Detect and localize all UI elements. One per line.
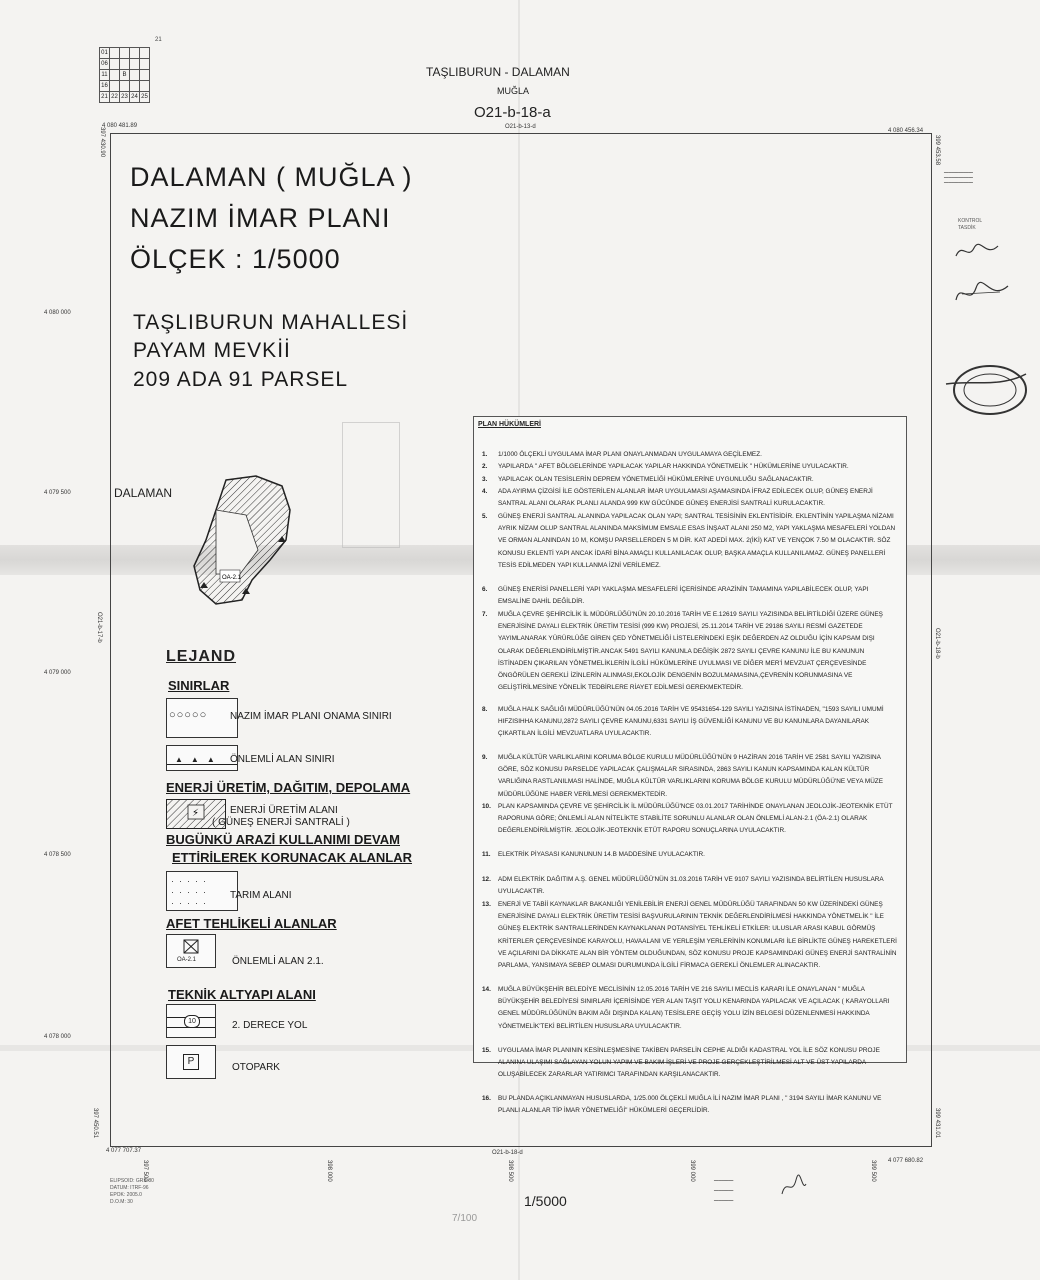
plan-provision-text: ENERJİ VE TABİİ KAYNAKLAR BAKANLIĞI YENİLEBİLİR ENERJİ GENEL MÜDÜRLÜĞÜ TARAFINDAN 50 KW ÜZERİNDEKİ GÜNEŞ ENERJİSİNE DAYALI ELEKTRİK ÜRETİM TESİSİ BAŞVURULARININ TEKNİK DEĞERLENDİRİLMESİ HAKKINDA YÖNETMELİK " İLE GÜNEŞ ELEKTRİK SANTRALLERİNDEN KAYNAKLANAN POTANSİYEL TEHLİKELİ ETKİLER: ULUSLAR ARASI KABUL GÖRMÜŞ KRİTERLER ÇERÇEVESİNDE KARAYOLU, HAVAALANI VE YERLEŞİM YERLERİNİN KONUMLARI İLE BİRLİKTE GÜNEŞ HAREKETLERİ VE AÇILARINI DA DİKKATE ALAN BİR YÖNTEM OLDUĞUNDAN, SÖZ KONUSU PROJE KAPSAMINDAKİ GÜNEŞ ENERJİ SANTRALİNİN PARLAMA, YANSIMAYA SEBEP OLMASI DURUMUNDA İLGİLİ FİRMACA GEREKLİ ÖNLEMLER ALINACAKTIR. bbox=[498, 901, 897, 970]
legend-symbol-approval-border: ○○○○○ bbox=[166, 698, 238, 738]
legend-road-code: 10 bbox=[184, 1015, 200, 1028]
grid-row bbox=[100, 48, 150, 59]
plan-provision-item bbox=[482, 449, 898, 461]
grid-cell: B bbox=[120, 70, 130, 81]
plan-provision-item bbox=[482, 461, 898, 473]
plan-title-line: NAZIM İMAR PLANI bbox=[130, 203, 391, 233]
plan-provision-item bbox=[482, 486, 898, 510]
plan-provision-text: GÜNEŞ ENERİSİ PANELLERİ YAPI YAKLAŞMA MESAFELERİ İÇERİSİNDE ARAZİNİN TAMAMINA YAPILABİLECEK OLUP, YAPI EMSALİNE DAHİL DEĞİLDİR. bbox=[498, 586, 869, 606]
plan-provision-item bbox=[482, 849, 898, 861]
plan-provision-number: 15. bbox=[482, 1047, 491, 1054]
coord-x: 397 430.90 bbox=[99, 127, 105, 158]
grid-cell: 24 bbox=[130, 92, 140, 103]
grid-cell bbox=[110, 59, 120, 70]
signature bbox=[952, 276, 1012, 312]
plan-provision-number: 7. bbox=[482, 611, 488, 618]
plan-provision-item bbox=[482, 1045, 898, 1082]
coord-bottom-x: 397 500 bbox=[142, 1160, 148, 1182]
coord-right-x: 399 431.01 bbox=[934, 1108, 940, 1139]
grid-cell: 01 bbox=[100, 48, 110, 59]
grid-cell bbox=[120, 59, 130, 70]
lightning-icon: ⚡ bbox=[192, 808, 200, 819]
grid-cell: 23 bbox=[120, 92, 130, 103]
grid-cell bbox=[140, 59, 150, 70]
grid-cell bbox=[140, 81, 150, 92]
plan-provision-text: MUĞLA KÜLTÜR VARLIKLARINI KORUMA BÖLGE KURULU MÜDÜRLÜĞÜ'NÜN 9 HAZİRAN 2016 TARİH VE 2581 SAYILI YAZISINA GÖRE, SÖZ KONUSU PARSELDE YAPILACAK ÇALIŞMALAR SIRASINDA, 2863 SAYILI KANUN KAPSAMINDA KALAN KÜLTÜR VARLIĞINA RASTLANILMASI HALİNDE, MUĞLA KÜLTÜR VARLIKLARINI KORUMA BÖLGE KURULU MÜDÜRLÜĞÜ'NE VEYA MÜZE MÜDÜRLÜĞÜNE HABER VERİLMESİ GEREKMEKTEDİR. bbox=[498, 754, 883, 798]
legend-section-infra: TEKNİK ALTYAPI ALANI bbox=[168, 987, 316, 1002]
plan-title-line: ÖLÇEK : 1/5000 bbox=[130, 244, 341, 274]
signature bbox=[952, 238, 1002, 266]
footer-approval-lines: ━━━━━━━━ ━━━━━━━━ ━━━━━━━━ bbox=[714, 1178, 734, 1203]
grid-cell: 22 bbox=[110, 92, 120, 103]
plan-provision-item bbox=[482, 899, 898, 972]
legend-item-road: 2. DERECE YOL bbox=[232, 1020, 308, 1031]
plan-provision-item bbox=[482, 704, 898, 741]
grid-cell bbox=[110, 81, 120, 92]
plan-location-line: PAYAM MEVKİİ bbox=[133, 339, 291, 362]
coord-bottom-left: 4 077 707.37 bbox=[106, 1148, 142, 1154]
plan-provision-item bbox=[482, 984, 898, 1033]
grid-row bbox=[100, 81, 150, 92]
plan-provision-text: ADA AYIRMA ÇİZGİSİ İLE GÖSTERİLEN ALANLAR İMAR UYGULAMASI AŞAMASINDA İFRAZ EDİLECEK OLUP, GÜNEŞ ENERJİ SANTRAL ALANI OLARAK PLANLI ALANDA 999 KW GÜCÜNDE GÜNEŞ ENERJİSİ SANTRALİ KURULACAKTIR. bbox=[498, 488, 873, 508]
plan-provision-item bbox=[482, 474, 898, 486]
plan-provision-item bbox=[482, 511, 898, 572]
geodetic-info: DATUM: ITRF-96 bbox=[110, 1185, 149, 1191]
legend-item-agriculture: TARIM ALANI bbox=[230, 890, 292, 901]
plan-provision-item bbox=[482, 752, 898, 801]
plan-provisions-panel bbox=[473, 416, 907, 1115]
plan-provision-text: BU PLANDA AÇIKLANMAYAN HUSUSLARDA, 1/25.000 ÖLÇEKLİ MUĞLA İLİ NAZIM İMAR PLANI , " 3194 SAYILI İMAR KANUNU VE PLANLI ALANLAR TİP İMAR YÖNETMELİĞİ" HÜKÜMLERİ GEÇERLİDİR. bbox=[498, 1095, 882, 1115]
legend-item-parking: OTOPARK bbox=[232, 1062, 280, 1073]
plan-provision-number: 8. bbox=[482, 706, 488, 713]
grid-row bbox=[100, 92, 150, 103]
grid-cell bbox=[130, 81, 140, 92]
sheet-index-grid bbox=[99, 37, 162, 117]
plan-title-line: DALAMAN ( MUĞLA ) bbox=[130, 162, 413, 192]
coord-left-y: 4 078 000 bbox=[44, 1034, 71, 1040]
legend-symbol-risk-border: ▲▲▲ bbox=[166, 745, 238, 771]
sheet-top-code: O21-b-13-d bbox=[505, 124, 536, 130]
faded-stamp bbox=[342, 422, 400, 548]
plan-provision-number: 13. bbox=[482, 901, 491, 908]
coord-bottom-x: 399 500 bbox=[870, 1160, 876, 1182]
grid-cell: 06 bbox=[100, 59, 110, 70]
legend-symbol-parking bbox=[166, 1045, 216, 1079]
legend-item-risk-zone: ÖNLEMLİ ALAN 2.1. bbox=[232, 956, 324, 967]
grid-cell bbox=[120, 48, 130, 59]
plan-provision-item bbox=[482, 874, 898, 898]
grid-cell bbox=[120, 81, 130, 92]
legend-parking-code: P bbox=[183, 1054, 199, 1070]
legend-section-borders: SINIRLAR bbox=[168, 678, 230, 693]
grid-cell: 25 bbox=[140, 92, 150, 103]
legend-symbol-agriculture: ····· ····· ····· bbox=[166, 871, 238, 911]
grid-cell bbox=[110, 48, 120, 59]
plan-provision-number: 11. bbox=[482, 851, 491, 858]
grid-cell bbox=[140, 70, 150, 81]
plan-provision-number: 9. bbox=[482, 754, 488, 761]
approval-label-approve: TASDİK bbox=[958, 225, 976, 231]
legend-section-energy: ENERJİ ÜRETİM, DAĞITIM, DEPOLAMA bbox=[166, 780, 411, 795]
grid-cell: 21 bbox=[100, 92, 110, 103]
sheet-right-code: O21-b-18-b bbox=[934, 628, 940, 659]
coord-bottom-x: 398 500 bbox=[507, 1160, 513, 1182]
plan-provision-text: YAPILACAK OLAN TESİSLERİN DEPREM YÖNETMELİĞİ HÜKÜMLERİNE UYGUNLUĞU SAĞLANACAKTIR. bbox=[498, 476, 814, 483]
legend-item-solar-plant: ENERJİ ÜRETİM ALANI bbox=[230, 805, 338, 816]
legend-section-land-use: BUGÜNKÜ ARAZİ KULLANIMI DEVAM bbox=[166, 832, 400, 847]
sheet-code: O21-b-18-a bbox=[474, 104, 551, 121]
plan-provision-text: GÜNEŞ ENERJİ SANTRAL ALANINDA YAPILACAK OLAN YAPI; SANTRAL TESİSİNİN EKLENTİSİDİR. EKLENTİNİN YAPILAŞMA NİZAMI AYRIK NİZAM OLUP SANTRAL ALANINDA MAKSİMUM EMSALE ESAS İNŞAAT ALANI 250 M2, YAPI YAKLAŞMA MESAFELERİ YOLDAN VE ORMAN ALANINDAN 10 M, KOMŞU PARSELLERDEN 5 M DİR. KAT ADEDİ MAX. 2(İKİ) KAT VE YENÇOK 7.50 M OLACAKTIR. SÖZ KONUSU EKLENTİ YAPI ANCAK İDARİ BİNA AMAÇLI KULLANILACAK OLUP, BAŞKA AMAÇLA KULLANILAMAZ. GÜNEŞ PANELLERİ TESİS EDİLMEDEN YAPI KULLANMA İZNİ VERİLEMEZ. bbox=[498, 513, 896, 569]
grid-cell bbox=[140, 48, 150, 59]
official-seal bbox=[940, 360, 1030, 420]
plan-provision-number: 3. bbox=[482, 476, 488, 483]
coord-bottom-right: 4 077 680.82 bbox=[888, 1158, 924, 1164]
plan-provision-number: 2. bbox=[482, 463, 488, 470]
plan-provision-item bbox=[482, 584, 898, 608]
plan-provision-number: 10. bbox=[482, 803, 491, 810]
geodetic-info: D.O.M: 30 bbox=[110, 1199, 133, 1205]
signature bbox=[778, 1174, 808, 1200]
grid-table bbox=[99, 47, 150, 103]
coord-right-x: 399 453.58 bbox=[934, 135, 940, 166]
plan-provision-text: MUĞLA BÜYÜKŞEHİR BELEDİYE MECLİSİNİN 12.05.2016 TARİH VE 216 SAYILI MECLİS KARARI İLE ONAYLANAN " MUĞLA BÜYÜKŞEHİR BELEDİYESİ SINIRLARI İÇERİSİNDE YER ALAN TAŞIT YOLU KENARINDA YAPILACAK VE AÇILACAK ( KARAYOLLARI GENEL MÜDÜRLÜĞÜNÜN BAKIM AĞI DIŞINDA KALAN) TESİSLERE GEÇİŞ YOLU İZİN BELGESİ DÜZENLENMESİ HAKKINDA YÖNETMELİK'TEKİ BELİRTİLEN HUSUSLARA UYULACAKTIR. bbox=[498, 986, 890, 1030]
coord-top-right: 4 080 456.34 bbox=[888, 128, 924, 134]
grid-cell bbox=[130, 48, 140, 59]
approval-label-control: KONTROL bbox=[958, 218, 983, 224]
scale-label: 1/5000 bbox=[524, 1193, 567, 1209]
grid-cell: 11 bbox=[100, 70, 110, 81]
sheet-left-code: O21-b-17-b bbox=[96, 612, 102, 643]
plan-provisions-title: PLAN HÜKÜMLERİ bbox=[478, 421, 541, 428]
key-map-label: DALAMAN bbox=[114, 486, 173, 500]
coord-x: 397 450.51 bbox=[92, 1108, 98, 1139]
legend-item-approval-border: NAZIM İMAR PLANI ONAMA SINIRI bbox=[230, 711, 392, 722]
grid-cell: 16 bbox=[100, 81, 110, 92]
plan-location-line: 209 ADA 91 PARSEL bbox=[133, 368, 349, 391]
coord-bottom-x: 398 000 bbox=[326, 1160, 332, 1182]
plan-provision-text: 1/1000 ÖLÇEKLİ UYGULAMA İMAR PLANI ONAYLANMADAN UYGULAMAYA GEÇİLEMEZ. bbox=[498, 451, 762, 458]
legend-item-risk-border: ÖNLEMLİ ALAN SINIRI bbox=[230, 754, 335, 765]
plan-provision-number: 14. bbox=[482, 986, 491, 993]
geodetic-info: EPOK: 2005.0 bbox=[110, 1192, 142, 1198]
grid-row bbox=[100, 70, 150, 81]
plan-provision-text: MUĞLA ÇEVRE ŞEHİRCİLİK İL MÜDÜRLÜĞÜ'NÜN 20.10.2016 TARİH VE E.12619 SAYILI YAZISINDA BELİRTİLDİĞİ ÜZERE GÜNEŞ ENERJİSİNE DAYALI ELEKTRİK ÜRETİM TESİSİ (999 KW) PROJESİ, 25.11.2014 TARİH VE 29186 SAYILI RESMİ GAZETEDE YAYIMLANARAK YÜRÜRLÜĞE GİREN ÇED YÖNETMELİĞİ LİSTELERİNDEKİ EŞİK DEĞERDEN AZ OLDUĞU İÇİN KAPSAM DIŞI OLARAK DEĞERLENDİRİLMİŞTİR.ANCAK 5491 SAYILI KANUNLA DEĞİŞİK 2872 SAYILI ÇEVRE KANUNU İLE BU KANUNUN İSTİNADEN ÇIKARILAN YÖNETMELİKLERİN İLGİLİ HÜKÜMLERİNE UYULMASI VE DİĞER MER'İ MEVZUAT ÇERÇEVESİNDE ÖNGÖRÜLEN GEREKLİ İZİNLERİN ALINMASI,EKOLOJİK DENGENİN BOZULMAMASINA,ÇEVRENİN KORUNMASINA VE GELİŞTİRİLMESİNE YÖNELİK TEDBİRLERE RİAYET EDİLMESİ GEREKMEKTEDİR. bbox=[498, 611, 883, 692]
grid-cell bbox=[130, 59, 140, 70]
plan-provision-number: 5. bbox=[482, 513, 488, 520]
geodetic-info: ELIPSOID: GRS-80 bbox=[110, 1178, 154, 1184]
plan-provision-text: MUĞLA HALK SAĞLIĞI MÜDÜRLÜĞÜ'NÜN 04.05.2016 TARİH VE 95431654-129 SAYILI YAZISINA İSTİNADEN, "1593 SAYILI UMUMİ HIFZISIHHA KANUNU,2872 SAYILI ÇEVRE KANUNU,6331 SAYILI İŞ GÜVENLİĞİ KANUNU VE BU KANUNLARA DAYANILARAK ÇIKARTILAN İLGİLİ MEVZUATLARA UYULACAKTIR. bbox=[498, 706, 884, 738]
handwritten-note: 7/100 bbox=[452, 1213, 478, 1224]
coord-bottom-x: 399 000 bbox=[689, 1160, 695, 1182]
plan-provision-text: YAPILARDA " AFET BÖLGELERİNDE YAPILACAK YAPILAR HAKKINDA YÖNETMELİK " HÜKÜMLERİNE UYULACAKTIR. bbox=[498, 463, 849, 470]
plan-provision-text: ADM ELEKTRİK DAĞITIM A.Ş. GENEL MÜDÜRLÜĞÜ'NÜN 31.03.2016 TARİH VE 9107 SAYILI YAZISINDA BELİRTİLEN HUSUSLARA UYULACAKTIR. bbox=[498, 876, 884, 896]
plan-provision-item bbox=[482, 609, 898, 694]
legend-section-hazard: AFET TEHLİKELİ ALANLAR bbox=[166, 916, 337, 931]
legend-title: LEJAND bbox=[166, 648, 237, 665]
sheet-bottom-code: O21-b-18-d bbox=[492, 1150, 523, 1156]
legend-risk-zone-code: OA-2.1 bbox=[177, 957, 197, 963]
grid-corner-label: 21 bbox=[155, 37, 162, 43]
grid-cell bbox=[130, 70, 140, 81]
grid-row bbox=[100, 59, 150, 70]
header-province: MUĞLA bbox=[497, 86, 530, 96]
plan-provision-text: UYGULAMA İMAR PLANININ KESİNLEŞMESİNE TAKİBEN PARSELİN CEPHE ALDIĞI KADASTRAL YOL İLE SÖZ KONUSU PROJE ALANINA ULAŞIMI SAĞLAYAN YOLUN YAPIM VE BAKIM İŞLERİ VE PROJE GERÇEKLEŞTİRİLMESİ ALT VE ÜST YAPILARDA OLUŞABİLECEK ZARARLAR YATIRIMCI TARAFINDAN KARŞILANACAKTIR. bbox=[498, 1047, 880, 1079]
key-map bbox=[186, 470, 302, 615]
coord-left-y: 4 080 000 bbox=[44, 310, 71, 316]
coord-left-y: 4 079 000 bbox=[44, 670, 71, 676]
plan-provision-number: 12. bbox=[482, 876, 491, 883]
key-map-zone: OA-2.1 bbox=[222, 575, 242, 581]
header-area: TAŞLIBURUN - DALAMAN bbox=[426, 65, 570, 79]
coord-left-y: 4 078 500 bbox=[44, 852, 71, 858]
plan-provision-text: ELEKTRİK PİYASASI KANUNUNUN 14.B MADDESİNE UYULACAKTIR. bbox=[498, 851, 705, 858]
plan-provision-item bbox=[482, 1093, 898, 1117]
plan-provision-item bbox=[482, 801, 898, 838]
grid-cell bbox=[110, 70, 120, 81]
legend-item-solar-plant-note: ( GÜNEŞ ENERJİ SANTRALİ ) bbox=[212, 817, 350, 828]
legend-symbol-risk-zone bbox=[166, 934, 216, 968]
plan-provision-text: PLAN KAPSAMINDA ÇEVRE VE ŞEHİRCİLİK İL MÜDÜRLÜĞÜ'NCE 03.01.2017 TARİHİNDE ONAYLANAN JEOLOJİK-JEOTEKNİK ETÜT RAPORUNA GÖRE; ÖNLEMLİ ALAN NİTELİKTE STABİLİTE SORUNLU ALANLAR OLAN ÖNLEMLİ ALAN-2.1 (ÖA-2.1) OLARAK DEĞERLENDİRİLMİŞTİR. JEOLOJİK-JEOTEKNİK ETÜT RAPORU SONUÇLARINA UYULACAKTIR. bbox=[498, 803, 893, 835]
coord-left-y: 4 079 500 bbox=[44, 490, 71, 496]
legend-section-land-use-cont: ETTİRİLEREK KORUNACAK ALANLAR bbox=[172, 850, 413, 865]
plan-provision-number: 16. bbox=[482, 1095, 491, 1102]
coord-top-left: 4 080 481.89 bbox=[102, 123, 138, 129]
plan-provision-number: 6. bbox=[482, 586, 488, 593]
plan-provision-number: 4. bbox=[482, 488, 488, 495]
plan-location-line: TAŞLIBURUN MAHALLESİ bbox=[133, 311, 409, 334]
plan-provision-number: 1. bbox=[482, 451, 488, 458]
legend-symbol-road bbox=[166, 1004, 216, 1038]
approval-note: ━━━━━━━━━━━━ ━━━━━━━━━━━━ ━━━━━━━━━━━━ bbox=[944, 170, 973, 185]
